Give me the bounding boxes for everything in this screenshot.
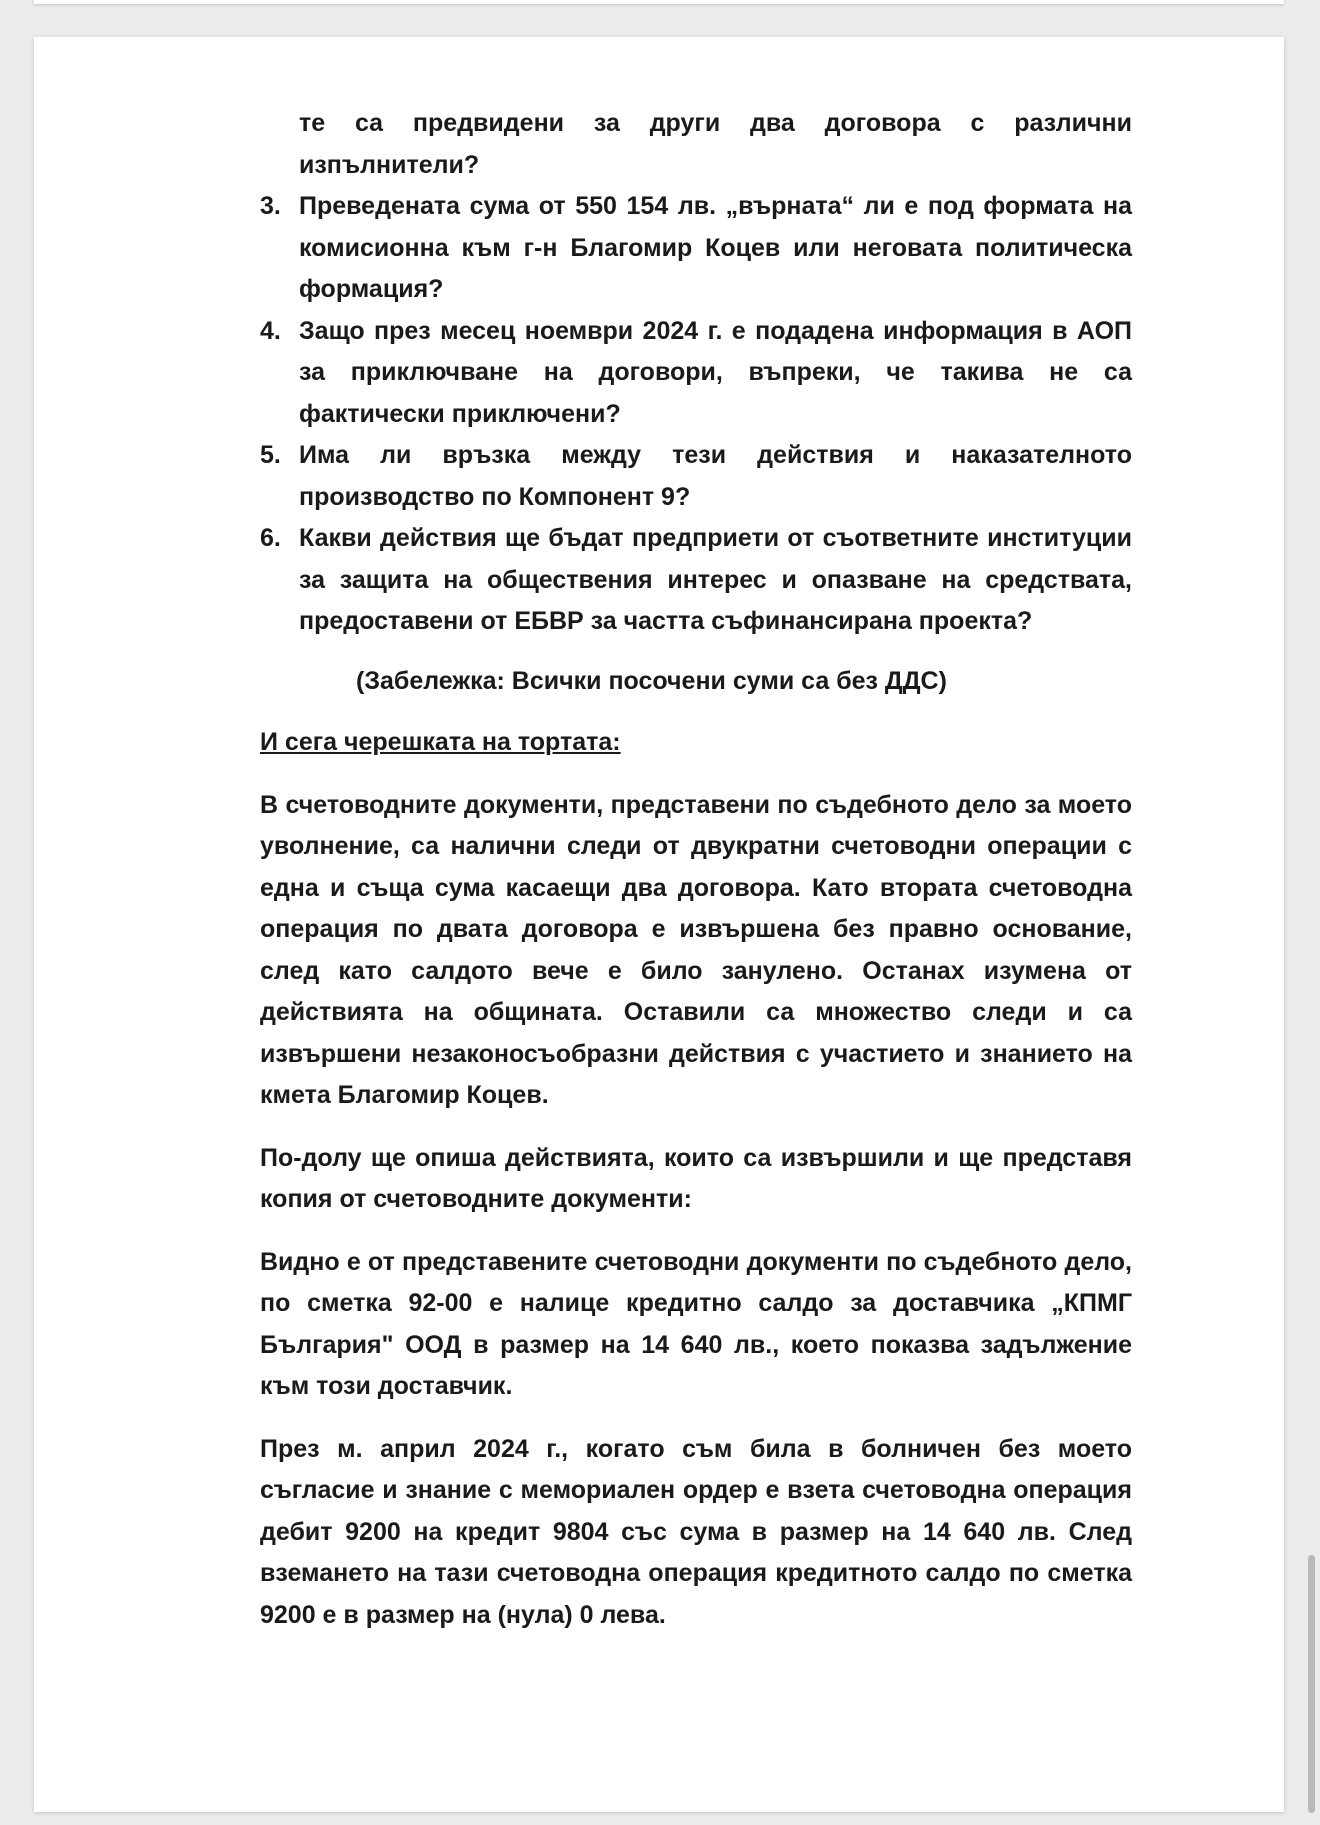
list-item-number: 6. [260,524,281,552]
paragraph-april-operation: През м. април 2024 г., когато съм била в болничен без моето съгласие и знание с мемориален ордер е взета счетоводна операция дебит 9200 на кредит 9804 със сума в размер на 14 640 лв. След вземането на тази счетоводна операция кредитното салдо по сметка 9200 е в размер на (нула) 0 лева. [260,1434,1132,1629]
list-item-number: 3. [260,192,281,220]
document-page [34,37,1284,1812]
list-item [260,435,1132,518]
list-item-number: 5. [260,441,281,469]
list-item [260,311,1132,436]
list-item-number: 4. [260,316,281,345]
list-item-continuation: те са предвидени за други два договора с различни изпълнители? [299,109,1132,179]
section-heading: И сега черешката на тортата: [260,728,621,756]
list-item-text: Преведената сума от 550 154 лв. „върната“ ли е под формата на комисионна към г-н Благомир Коцев или неговата политическа формация? [299,192,1132,303]
question-list [260,186,1132,643]
list-item-text: Защо през месец ноември 2024 г. е подадена информация в АОП за приключване на договори, въпреки, че такива не са фактически приключени? [299,316,1132,428]
paragraph-accounting-traces: В счетоводните документи, представени по съдебното дело за моето уволнение, са налични следи от двукратни счетоводни операции с една и съща сума касаещи два договора. Като втората счетоводна операция по двата договора е извършена без правно основание, след като салдото вече е било занулено. Останах изумена от действията на общината. Оставили са множество следи и са извършени незаконосъобразни действия с участието и знанието на кмета Благомир Коцев. [260,790,1132,1109]
vat-note: (Забележка: Всички посочени суми са без ДДС) [356,666,947,695]
list-item-text: Има ли връзка между тези действия и наказателното производство по Компонент 9? [299,441,1132,511]
list-item [260,186,1132,311]
list-item-text: Какви действия ще бъдат предприети от съответните институции за защита на обществения интерес и опазване на средствата, предоставени от ЕБВР за частта съфинансирана проекта? [299,524,1132,635]
previous-page-edge [34,0,1284,4]
paragraph-intro-actions: По-долу ще опиша действията, които са извършили и ще представя копия от счетоводните документи: [260,1143,1132,1213]
paragraph-credit-balance: Видно е от представените счетоводни документи по съдебното дело, по сметка 92-00 е налице кредитно салдо за доставчика „КПМГ България" ООД в размер на 14 640 лв., което показва задължение към този доставчик. [260,1247,1132,1400]
list-item [260,518,1132,643]
vertical-scrollbar[interactable] [1308,1555,1315,1813]
document-body [260,103,1132,1636]
